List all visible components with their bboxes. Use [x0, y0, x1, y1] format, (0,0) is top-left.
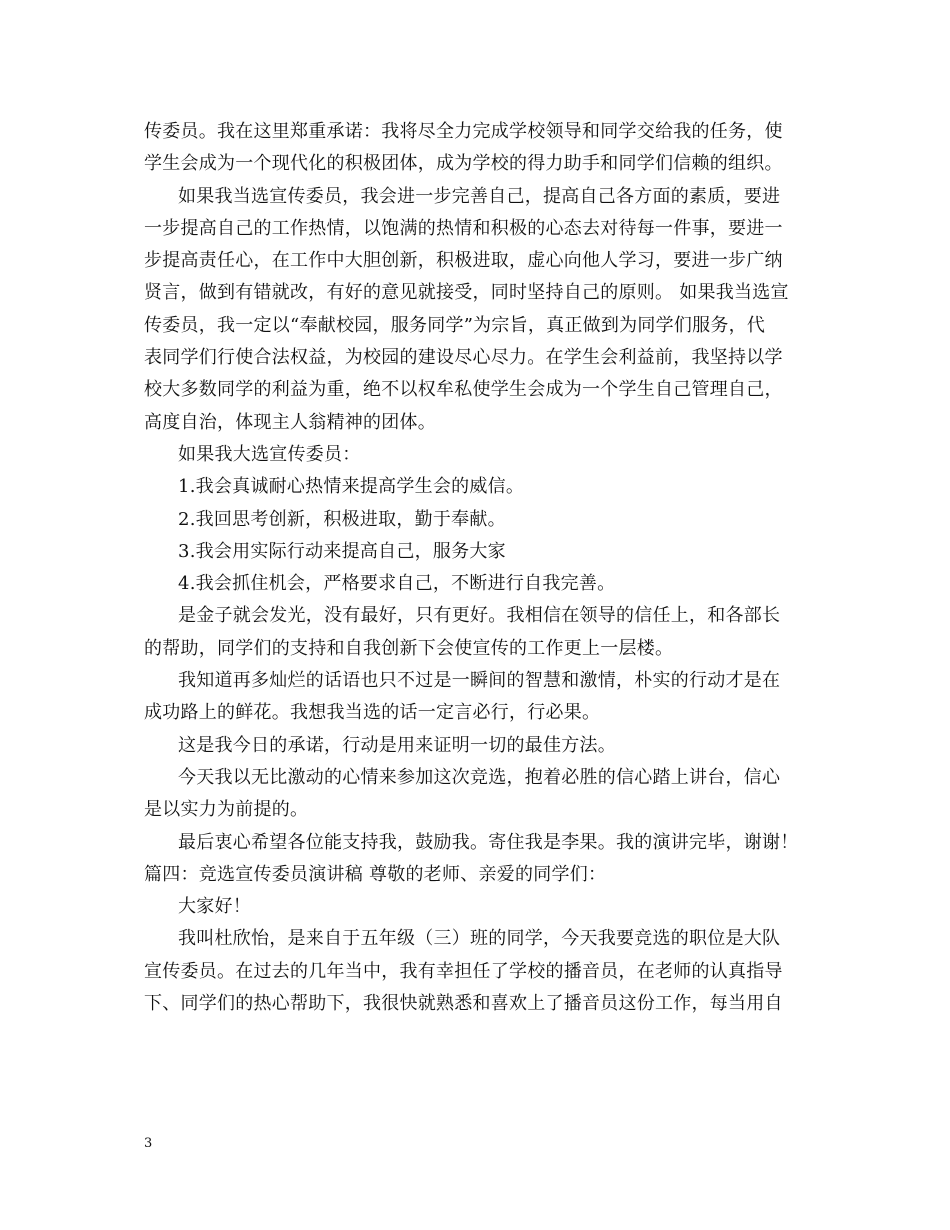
text-line: 传委员。我在这里郑重承诺：我将尽全力完成学校领导和同学交给我的任务，使 [144, 121, 783, 142]
text-line: 3.我会用实际行动来提高自己，服务大家 [178, 540, 506, 562]
text-line: 贤言，做到有错就改，有好的意见就接受，同时坚持自己的原则。 如果我当选宣 [144, 282, 789, 304]
text-line: 1.我会真诚耐心热情来提高学生会的威信。 [178, 476, 525, 498]
text-line: 成功路上的鲜花。我想我当选的话一定言必行，行必果。 [144, 702, 601, 724]
text-line: 高度自治，体现主人翁精神的团体。 [144, 411, 436, 433]
text-line: 学生会成为一个现代化的积极团体，成为学校的得力助手和同学们信赖的组织。 [144, 153, 783, 175]
text-line: 今天我以无比激动的心情来参加这次竞选，抱着必胜的信心踏上讲台，信心 [178, 766, 781, 788]
text-line: 是以实力为前提的。 [144, 799, 309, 821]
text-line: 如果我大选宣传委员： [178, 443, 361, 465]
text-line: 校大多数同学的利益为重，绝不以权牟私使学生会成为一个学生自己管理自己， [144, 379, 783, 401]
text-line: 表同学们行使合法权益，为校园的建设尽心尽力。在学生会利益前，我坚持以学 [144, 347, 783, 369]
text-line: 我知道再多灿烂的话语也只不过是一瞬间的智慧和激情，朴实的行动才是在 [178, 670, 781, 692]
text-line: 我叫杜欣怡，是来自于五年级（三）班的同学，今天我要竞选的职位是大队 [178, 928, 781, 950]
text-line: 最后衷心希望各位能支持我，鼓励我。寄住我是李果。我的演讲完毕，谢谢！ [178, 831, 799, 853]
text-line: 一步提高自己的工作热情，以饱满的热情和积极的心态去对待每一件事，要进一 [144, 217, 783, 239]
text-line: 这是我今日的承诺，行动是用来证明一切的最佳方法。 [178, 734, 616, 756]
text-line: 大家好！ [178, 896, 251, 918]
text-line: 下、同学们的热心帮助下，我很快就熟悉和喜欢上了播音员这份工作，每当用自 [144, 993, 783, 1015]
text-line: 宣传委员。在过去的几年当中，我有幸担任了学校的播音员，在老师的认真指导 [144, 960, 783, 982]
text-line: 如果我当选宣传委员，我会进一步完善自己，提高自己各方面的素质，要进 [178, 185, 781, 207]
text-line: 是金子就会发光，没有最好，只有更好。我相信在领导的信任上，和各部长 [178, 605, 781, 627]
text-line: 2.我回思考创新，积极进取，勤于奉献。 [178, 508, 506, 530]
text-line: 4.我会抓住机会，严格要求自己，不断进行自我完善。 [178, 573, 616, 595]
text-line: 的帮助，同学们的支持和自我创新下会使宣传的工作更上一层楼。 [144, 637, 674, 659]
page-number: 3 [144, 1136, 153, 1151]
text-line: 步提高责任心，在工作中大胆创新，积极进取，虚心向他人学习，要进一步广纳 [144, 250, 783, 272]
body-text [144, 116, 812, 1020]
text-line: 篇四：竞选宣传委员演讲稿 尊敬的老师、亲爱的同学们： [144, 863, 607, 885]
text-line: 传委员，我一定以“奉献校园，服务同学”为宗旨，真正做到为同学们服务，代 [144, 314, 766, 336]
